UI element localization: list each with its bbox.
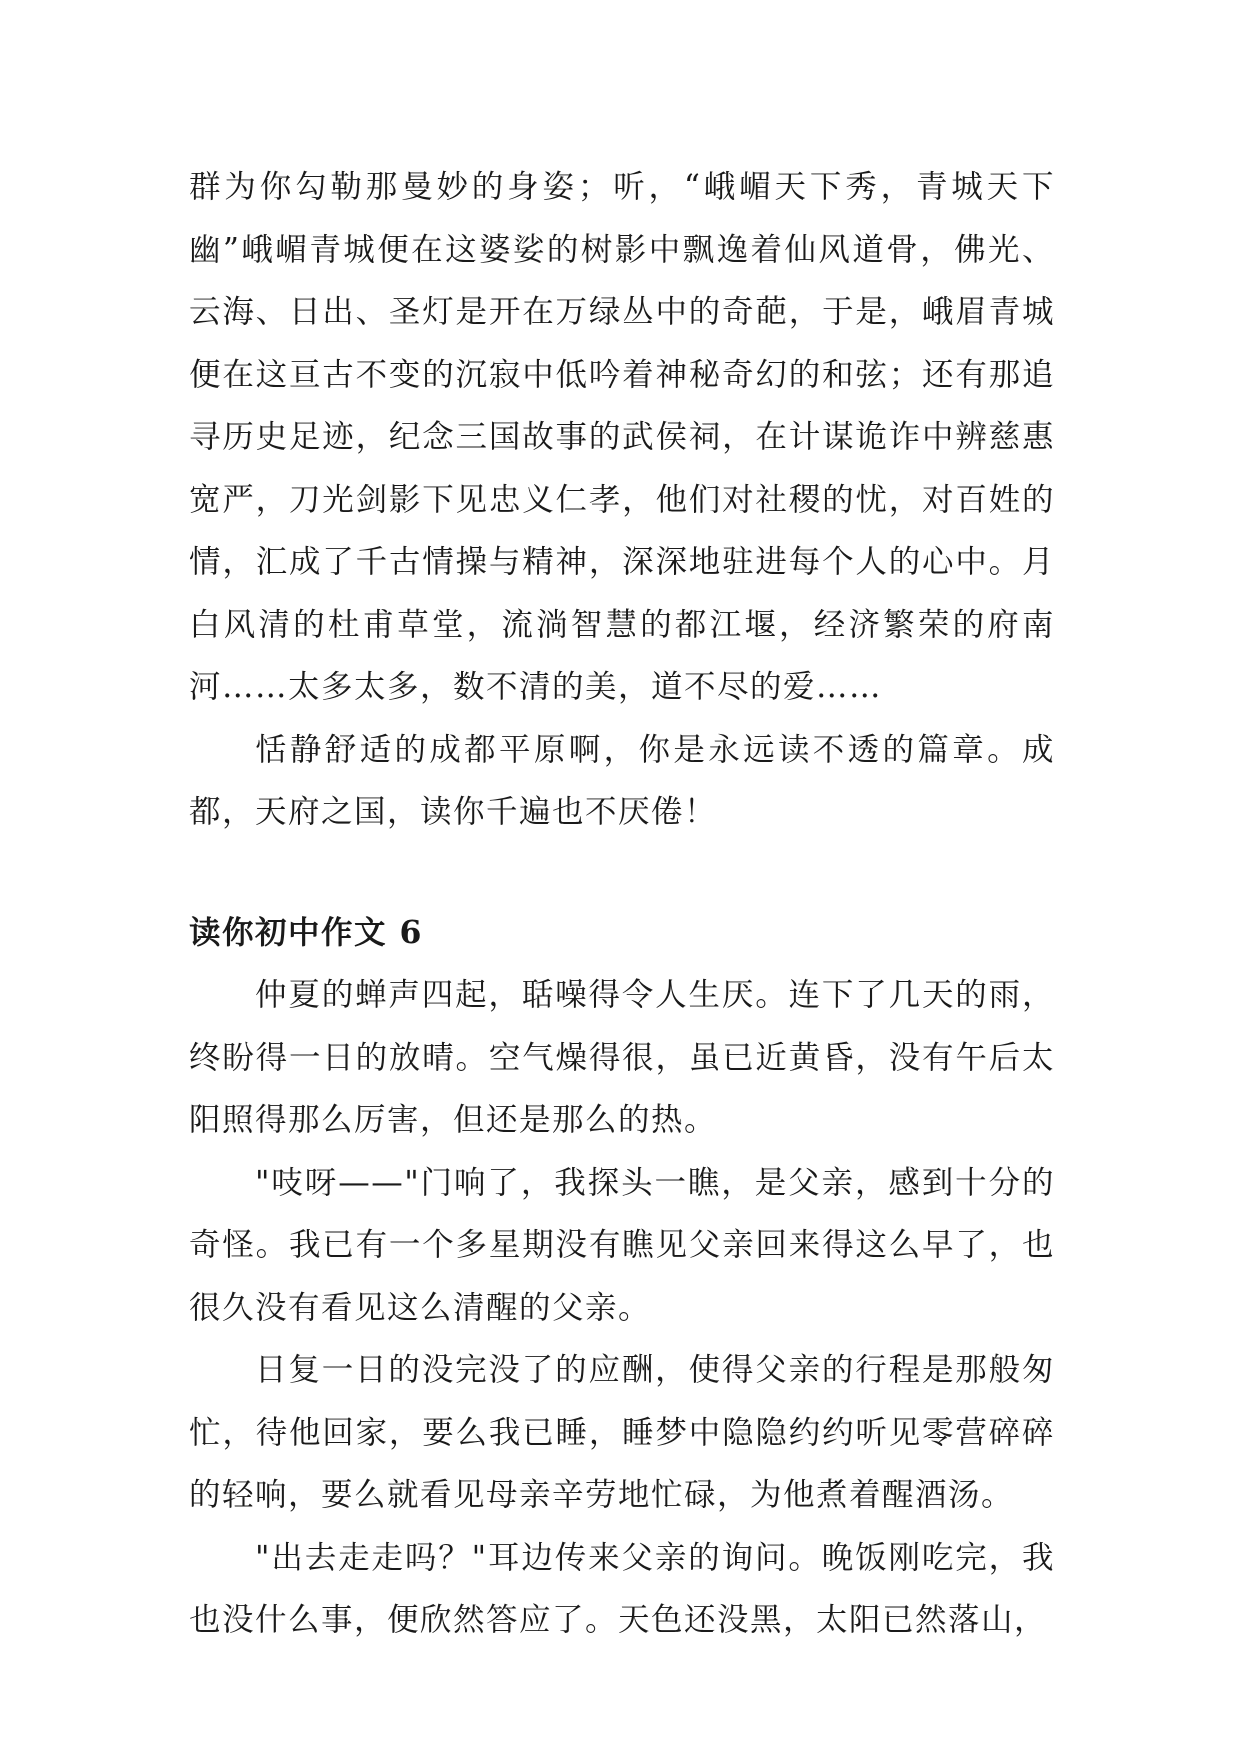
paragraph-2: "吱呀——"门响了，我探头一瞧，是父亲，感到十分的奇怪。我已有一个多星期没有瞧见父亲回来得这么早了，也很久没有看见这么清醒的父亲。 [189, 1164, 1055, 1326]
paragraph-continued: 群为你勾勒那曼妙的身姿；听，“峨嵋天下秀，青城天下幽”峨嵋青城便在这婆娑的树影中飘逸着仙风道骨，佛光、云海、日出、圣灯是开在万绿丛中的奇葩，于是，峨眉青城便在这亘古不变的沉寂中低吟着神秘奇幻的和弦；还有那追寻历史足迹，纪念三国故事的武侯祠，在计谋诡诈中辨慈惠宽严，刀光剑影下见忠义仁孝，他们对社稷的忧，对百姓的情，汇成了千古情操与精神，深深地驻进每个人的心中。月白风清的杜甫草堂，流淌智慧的都江堰，经济繁荣的府南河……太多太多，数不清的美，道不尽的爱…… [189, 169, 1055, 705]
paragraph-3: 日复一日的没完没了的应酬，使得父亲的行程是那般匆忙，待他回家，要么我已睡，睡梦中隐隐约约听见零营碎碎的轻响，要么就看见母亲辛劳地忙碌，为他煮着醒酒汤。 [189, 1352, 1055, 1513]
section-title: 读你初中作文 6 [189, 913, 423, 951]
paragraph-4: "出去走走吗？"耳边传来父亲的询问。晚饭刚吃完，我也没什么事，便欣然答应了。天色还没黑，太阳已然落山， [189, 1539, 1055, 1638]
paragraph-1: 仲夏的蝉声四起，聒噪得令人生厌。连下了几天的雨，终盼得一日的放晴。空气燥得很，虽已近黄昏，没有午后太阳照得那么厉害，但还是那么的热。 [189, 977, 1055, 1138]
paragraph-conclusion: 恬静舒适的成都平原啊，你是永远读不透的篇章。成都，天府之国，读你千遍也不厌倦！ [189, 731, 1055, 830]
section-gap [189, 844, 1055, 902]
document-page [189, 156, 1055, 1652]
